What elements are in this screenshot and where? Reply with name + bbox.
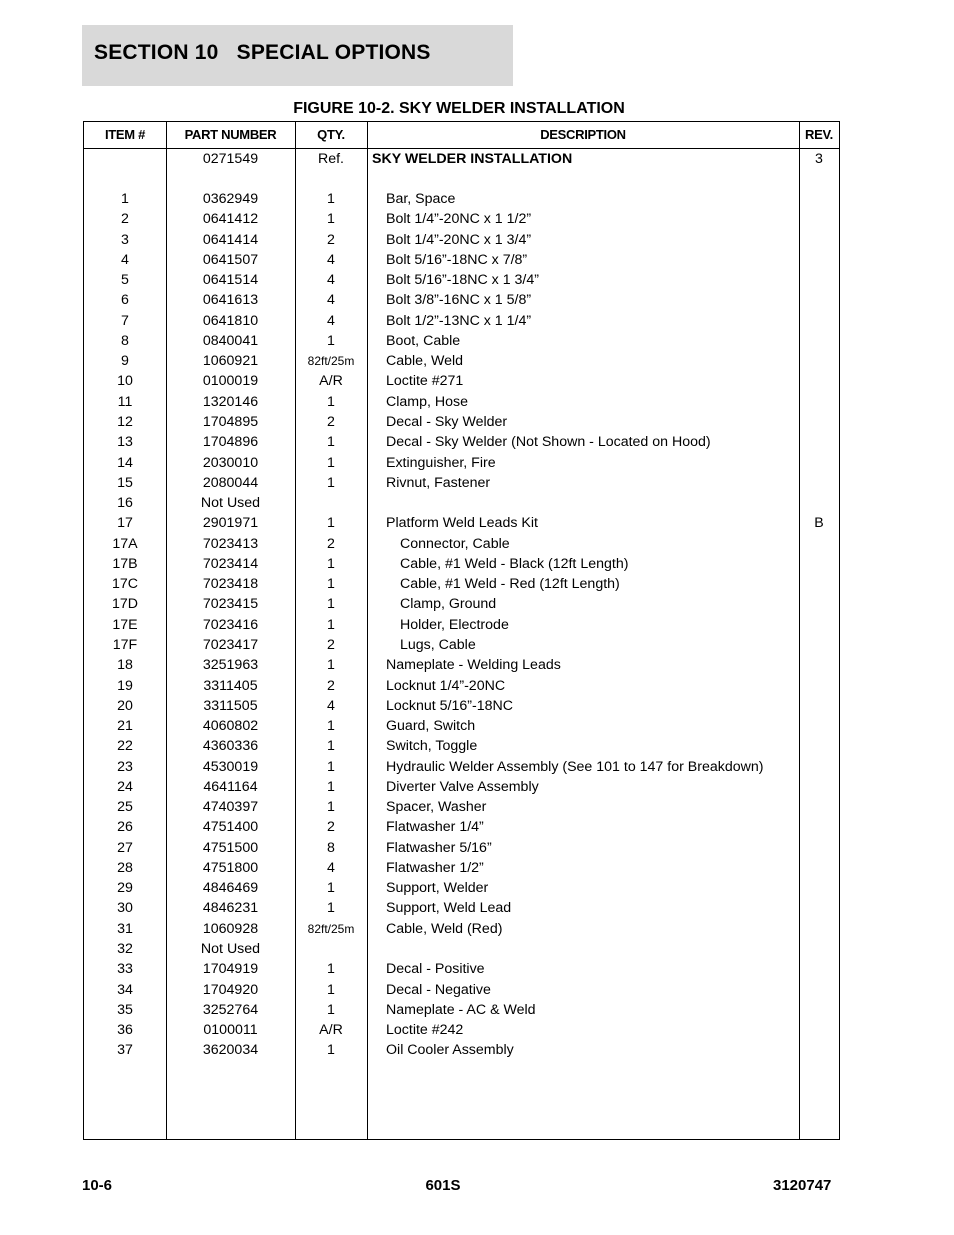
table-row <box>84 493 839 513</box>
description-cell: Clamp, Hose <box>386 393 469 410</box>
qty-cell: 1 <box>327 961 335 978</box>
table-row <box>84 1000 839 1020</box>
part-number-cell: 2901971 <box>202 515 259 532</box>
description-cell: Holder, Electrode <box>400 616 509 633</box>
description-cell: Extinguisher, Fire <box>386 454 496 471</box>
item-cell: 35 <box>117 1001 133 1018</box>
item-cell: 17E <box>112 616 138 633</box>
qty-cell: A/R <box>319 1022 343 1039</box>
description-cell: Flatwasher 5/16” <box>386 839 492 856</box>
description-cell: Cable, #1 Weld - Red (12ft Length) <box>400 576 620 593</box>
qty-cell: 1 <box>327 758 335 775</box>
part-number-cell: 4740397 <box>202 799 259 816</box>
section-banner <box>82 25 513 86</box>
description-cell: Cable, #1 Weld - Black (12ft Length) <box>400 555 629 572</box>
part-number-cell: 0840041 <box>202 332 259 349</box>
table-row <box>84 939 839 959</box>
qty-cell: 1 <box>327 555 335 572</box>
part-number-cell: 3252764 <box>202 1001 259 1018</box>
qty-cell: 1 <box>327 211 335 228</box>
qty-cell: 1 <box>327 474 335 491</box>
part-number-cell: 1320146 <box>202 393 259 410</box>
section-title: SECTION 10 SPECIAL OPTIONS <box>94 41 431 64</box>
table-row <box>84 189 839 209</box>
part-number-cell: 3311405 <box>203 677 258 694</box>
part-number-cell: 1704920 <box>202 981 259 998</box>
item-cell: 2 <box>121 211 129 228</box>
header-description: DESCRIPTION <box>540 127 626 142</box>
item-cell: 19 <box>117 677 133 694</box>
description-cell: Locknut 1/4”-20NC <box>386 677 506 694</box>
part-number-cell: 1704919 <box>202 961 259 978</box>
description-cell: Switch, Toggle <box>386 738 478 755</box>
qty-cell: 1 <box>327 393 335 410</box>
description-cell: Hydraulic Welder Assembly (See 101 to 147 for Breakdown) <box>386 758 764 775</box>
description-cell: Loctite #242 <box>386 1022 464 1039</box>
table-row <box>84 311 839 331</box>
description-cell: SKY WELDER INSTALLATION <box>372 150 573 167</box>
figure-title: FIGURE 10-2. SKY WELDER INSTALLATION <box>293 100 625 117</box>
description-cell: Bolt 1/4”-20NC x 1 3/4” <box>386 231 532 248</box>
part-number-cell: 4846231 <box>202 900 259 917</box>
qty-cell: Ref. <box>317 150 345 167</box>
table-row <box>84 777 839 797</box>
table-row <box>84 1040 839 1060</box>
qty-cell: 1 <box>327 332 335 349</box>
qty-cell: 2 <box>327 819 335 836</box>
qty-cell: 1 <box>327 434 335 451</box>
table-row <box>84 392 839 412</box>
qty-cell: 82ft/25m <box>307 921 355 936</box>
qty-cell: A/R <box>319 373 343 390</box>
header-part-number: PART NUMBER <box>184 127 277 142</box>
qty-cell: 1 <box>327 191 335 208</box>
item-cell: 9 <box>121 353 129 370</box>
qty-cell: 1 <box>327 738 335 755</box>
description-cell: Lugs, Cable <box>400 636 476 653</box>
description-cell: Diverter Valve Assembly <box>386 778 539 795</box>
qty-cell: 2 <box>327 636 335 653</box>
part-number-cell: 0100011 <box>203 1022 258 1039</box>
qty-cell: 2 <box>327 231 335 248</box>
qty-cell: 4 <box>327 859 335 876</box>
item-cell: 17B <box>112 555 138 572</box>
description-cell: Spacer, Washer <box>386 799 487 816</box>
table-row <box>84 513 839 533</box>
part-number-cell: 3311505 <box>203 697 258 714</box>
item-cell: 17F <box>112 636 138 653</box>
item-cell: 14 <box>117 454 133 471</box>
description-cell: Flatwasher 1/2” <box>386 859 484 876</box>
table-row <box>84 1020 839 1040</box>
description-cell: Locknut 5/16”-18NC <box>386 697 513 714</box>
qty-cell: 1 <box>327 718 335 735</box>
description-cell: Connector, Cable <box>400 535 510 552</box>
description-cell: Decal - Negative <box>386 981 491 998</box>
item-cell: 36 <box>117 1022 133 1039</box>
table-row <box>84 270 839 290</box>
table-row <box>84 453 839 473</box>
description-cell: Flatwasher 1/4” <box>386 819 484 836</box>
description-cell: Decal - Sky Welder <box>386 414 508 430</box>
item-cell: 10 <box>117 373 133 390</box>
description-cell: Clamp, Ground <box>400 596 497 613</box>
item-cell: 17D <box>111 596 139 613</box>
qty-cell: 1 <box>327 1001 335 1018</box>
description-cell: Bolt 5/16”-18NC x 1 3/4” <box>386 272 539 289</box>
item-cell: 7 <box>121 312 129 329</box>
item-cell: 31 <box>117 920 133 937</box>
part-number-cell: 7023414 <box>202 555 259 572</box>
qty-cell: 4 <box>327 312 335 329</box>
item-cell: 12 <box>117 414 133 430</box>
table-row <box>84 290 839 310</box>
qty-cell: 1 <box>327 596 335 613</box>
item-cell: 5 <box>121 272 129 289</box>
qty-cell: 82ft/25m <box>307 354 355 369</box>
table-row <box>84 919 839 939</box>
part-number-cell: 4060802 <box>202 718 259 735</box>
table-row <box>84 331 839 351</box>
document-number: 3120747 <box>773 1177 832 1194</box>
table-row <box>84 371 839 391</box>
model-number: 601S <box>425 1177 461 1194</box>
part-number-cell: 4751800 <box>202 859 259 876</box>
rev-cell: B <box>814 515 824 532</box>
item-cell: 8 <box>121 332 129 349</box>
header-item: ITEM # <box>104 127 146 142</box>
description-cell: Platform Weld Leads Kit <box>386 515 538 532</box>
part-number-cell: 0641414 <box>202 231 259 248</box>
part-number-cell: 1704896 <box>202 434 259 451</box>
table-row <box>84 878 839 898</box>
table-row <box>84 615 839 635</box>
item-cell: 32 <box>117 941 133 958</box>
table-row <box>84 554 839 574</box>
description-cell: Bolt 1/4”-20NC x 1 1/2” <box>386 211 532 228</box>
part-number-cell: 7023413 <box>202 535 259 552</box>
description-cell: Cable, Weld <box>386 353 464 370</box>
part-number-cell: 1060928 <box>202 920 259 937</box>
qty-cell: 4 <box>327 251 335 268</box>
qty-cell: 1 <box>327 799 335 816</box>
item-cell: 29 <box>117 880 133 897</box>
item-cell: 17 <box>117 515 133 532</box>
description-cell: Bolt 5/16”-18NC x 7/8” <box>386 251 528 268</box>
item-cell: 25 <box>117 799 133 816</box>
part-number-cell: 4530019 <box>202 758 259 775</box>
part-number-cell: 4641164 <box>203 778 258 795</box>
part-number-cell: 0641514 <box>202 272 259 289</box>
qty-cell: 1 <box>327 576 335 593</box>
part-number-cell: 2030010 <box>202 454 259 471</box>
description-cell: Bolt 3/8”-16NC x 1 5/8” <box>386 292 532 309</box>
table-row <box>84 473 839 493</box>
item-cell: 11 <box>117 393 133 410</box>
table-row <box>84 716 839 736</box>
part-number-cell: 0362949 <box>202 191 259 208</box>
table-row <box>84 594 839 614</box>
table-row <box>84 655 839 675</box>
part-number-cell: 3620034 <box>202 1042 259 1059</box>
qty-cell: 1 <box>327 880 335 897</box>
item-cell: 30 <box>117 900 133 917</box>
table-row <box>84 230 839 250</box>
item-cell: 20 <box>117 697 133 714</box>
description-cell: Decal - Sky Welder (Not Shown - Located on Hood) <box>386 434 711 451</box>
rev-cell: 3 <box>815 150 823 167</box>
part-number-cell: 4846469 <box>202 880 259 897</box>
part-number-cell: 0641507 <box>202 251 259 268</box>
qty-cell: 1 <box>327 1042 335 1059</box>
item-cell: 3 <box>121 231 129 248</box>
table-row <box>84 838 839 858</box>
item-cell: 26 <box>117 819 133 836</box>
item-cell: 15 <box>117 474 133 491</box>
table-row <box>84 858 839 878</box>
part-number-cell: 4360336 <box>202 738 259 755</box>
table-row <box>84 898 839 918</box>
table-row <box>84 676 839 696</box>
qty-cell: 4 <box>327 292 335 309</box>
description-cell: Bolt 1/2”-13NC x 1 1/4” <box>386 312 532 329</box>
item-cell: 4 <box>121 251 129 268</box>
part-number-cell: 1060921 <box>202 353 259 370</box>
item-cell: 34 <box>117 981 133 998</box>
item-cell: 18 <box>117 657 133 674</box>
header-qty: QTY. <box>317 127 345 142</box>
qty-cell: 1 <box>327 616 335 633</box>
description-cell: Cable, Weld (Red) <box>386 920 503 937</box>
part-number-cell: 7023418 <box>202 576 259 593</box>
table-row <box>84 980 839 1000</box>
qty-cell: 1 <box>327 515 335 532</box>
item-cell: 21 <box>117 718 133 735</box>
qty-cell: 4 <box>327 272 335 289</box>
qty-cell: 4 <box>327 697 335 714</box>
qty-cell: 8 <box>327 839 335 856</box>
description-cell: Oil Cooler Assembly <box>386 1042 514 1059</box>
part-number-cell: 7023416 <box>202 616 259 633</box>
description-cell: Support, Weld Lead <box>386 900 512 917</box>
qty-cell: 1 <box>327 778 335 795</box>
part-number-cell: 7023417 <box>202 636 259 653</box>
item-cell: 24 <box>117 778 133 795</box>
table-row <box>84 351 839 371</box>
item-cell: 33 <box>117 961 133 978</box>
parts-table <box>83 121 840 1140</box>
description-cell: Bar, Space <box>386 191 456 208</box>
part-number-cell: Not Used <box>200 941 261 958</box>
qty-cell: 2 <box>327 677 335 694</box>
table-row <box>84 817 839 837</box>
part-number-cell: 3251963 <box>202 657 259 674</box>
item-cell: 28 <box>117 859 133 876</box>
table-row <box>84 635 839 655</box>
qty-cell: 1 <box>327 454 335 471</box>
item-cell: 1 <box>121 191 129 208</box>
table-row <box>84 959 839 979</box>
table-row <box>84 412 839 432</box>
qty-cell: 1 <box>327 900 335 917</box>
table-row <box>84 534 839 554</box>
table-row <box>84 696 839 716</box>
part-number-cell: 0641613 <box>202 292 259 309</box>
page-number: 10-6 <box>82 1177 113 1194</box>
part-number-cell: 0100019 <box>202 373 259 390</box>
table-row <box>84 797 839 817</box>
description-cell: Loctite #271 <box>386 373 464 390</box>
qty-cell: 2 <box>327 535 335 552</box>
item-cell: 23 <box>117 758 133 775</box>
qty-cell: 1 <box>327 981 335 998</box>
part-number-cell: 0271549 <box>202 150 259 167</box>
part-number-cell: 1704895 <box>202 414 259 430</box>
table-row <box>84 250 839 270</box>
qty-cell: 2 <box>327 414 335 430</box>
item-cell: 6 <box>121 292 129 309</box>
table-row <box>84 574 839 594</box>
part-number-cell: 0641810 <box>202 312 259 329</box>
table-row <box>84 757 839 777</box>
table-row <box>84 736 839 756</box>
table-row <box>84 149 839 169</box>
part-number-cell: 7023415 <box>202 596 259 613</box>
item-cell: 37 <box>117 1042 133 1059</box>
qty-cell: 1 <box>327 657 335 674</box>
item-cell: 27 <box>117 839 133 856</box>
part-number-cell: 4751500 <box>202 839 259 856</box>
item-cell: 22 <box>117 738 133 755</box>
part-number-cell: 0641412 <box>202 211 259 228</box>
table-row <box>84 432 839 452</box>
description-cell: Support, Welder <box>386 880 489 897</box>
description-cell: Nameplate - Welding Leads <box>386 657 561 674</box>
item-cell: 13 <box>117 434 133 451</box>
header-rev: REV. <box>805 127 833 142</box>
part-number-cell: 2080044 <box>202 474 259 491</box>
description-cell: Rivnut, Fastener <box>386 474 491 491</box>
item-cell: 17C <box>111 576 139 593</box>
description-cell: Nameplate - AC & Weld <box>386 1001 536 1018</box>
item-cell: 17A <box>112 535 138 552</box>
part-number-cell: Not Used <box>200 495 261 512</box>
description-cell: Guard, Switch <box>386 718 476 735</box>
description-cell: Decal - Positive <box>386 961 485 978</box>
description-cell: Boot, Cable <box>386 332 461 349</box>
table-row <box>84 209 839 229</box>
part-number-cell: 4751400 <box>202 819 259 836</box>
item-cell: 16 <box>117 495 133 512</box>
